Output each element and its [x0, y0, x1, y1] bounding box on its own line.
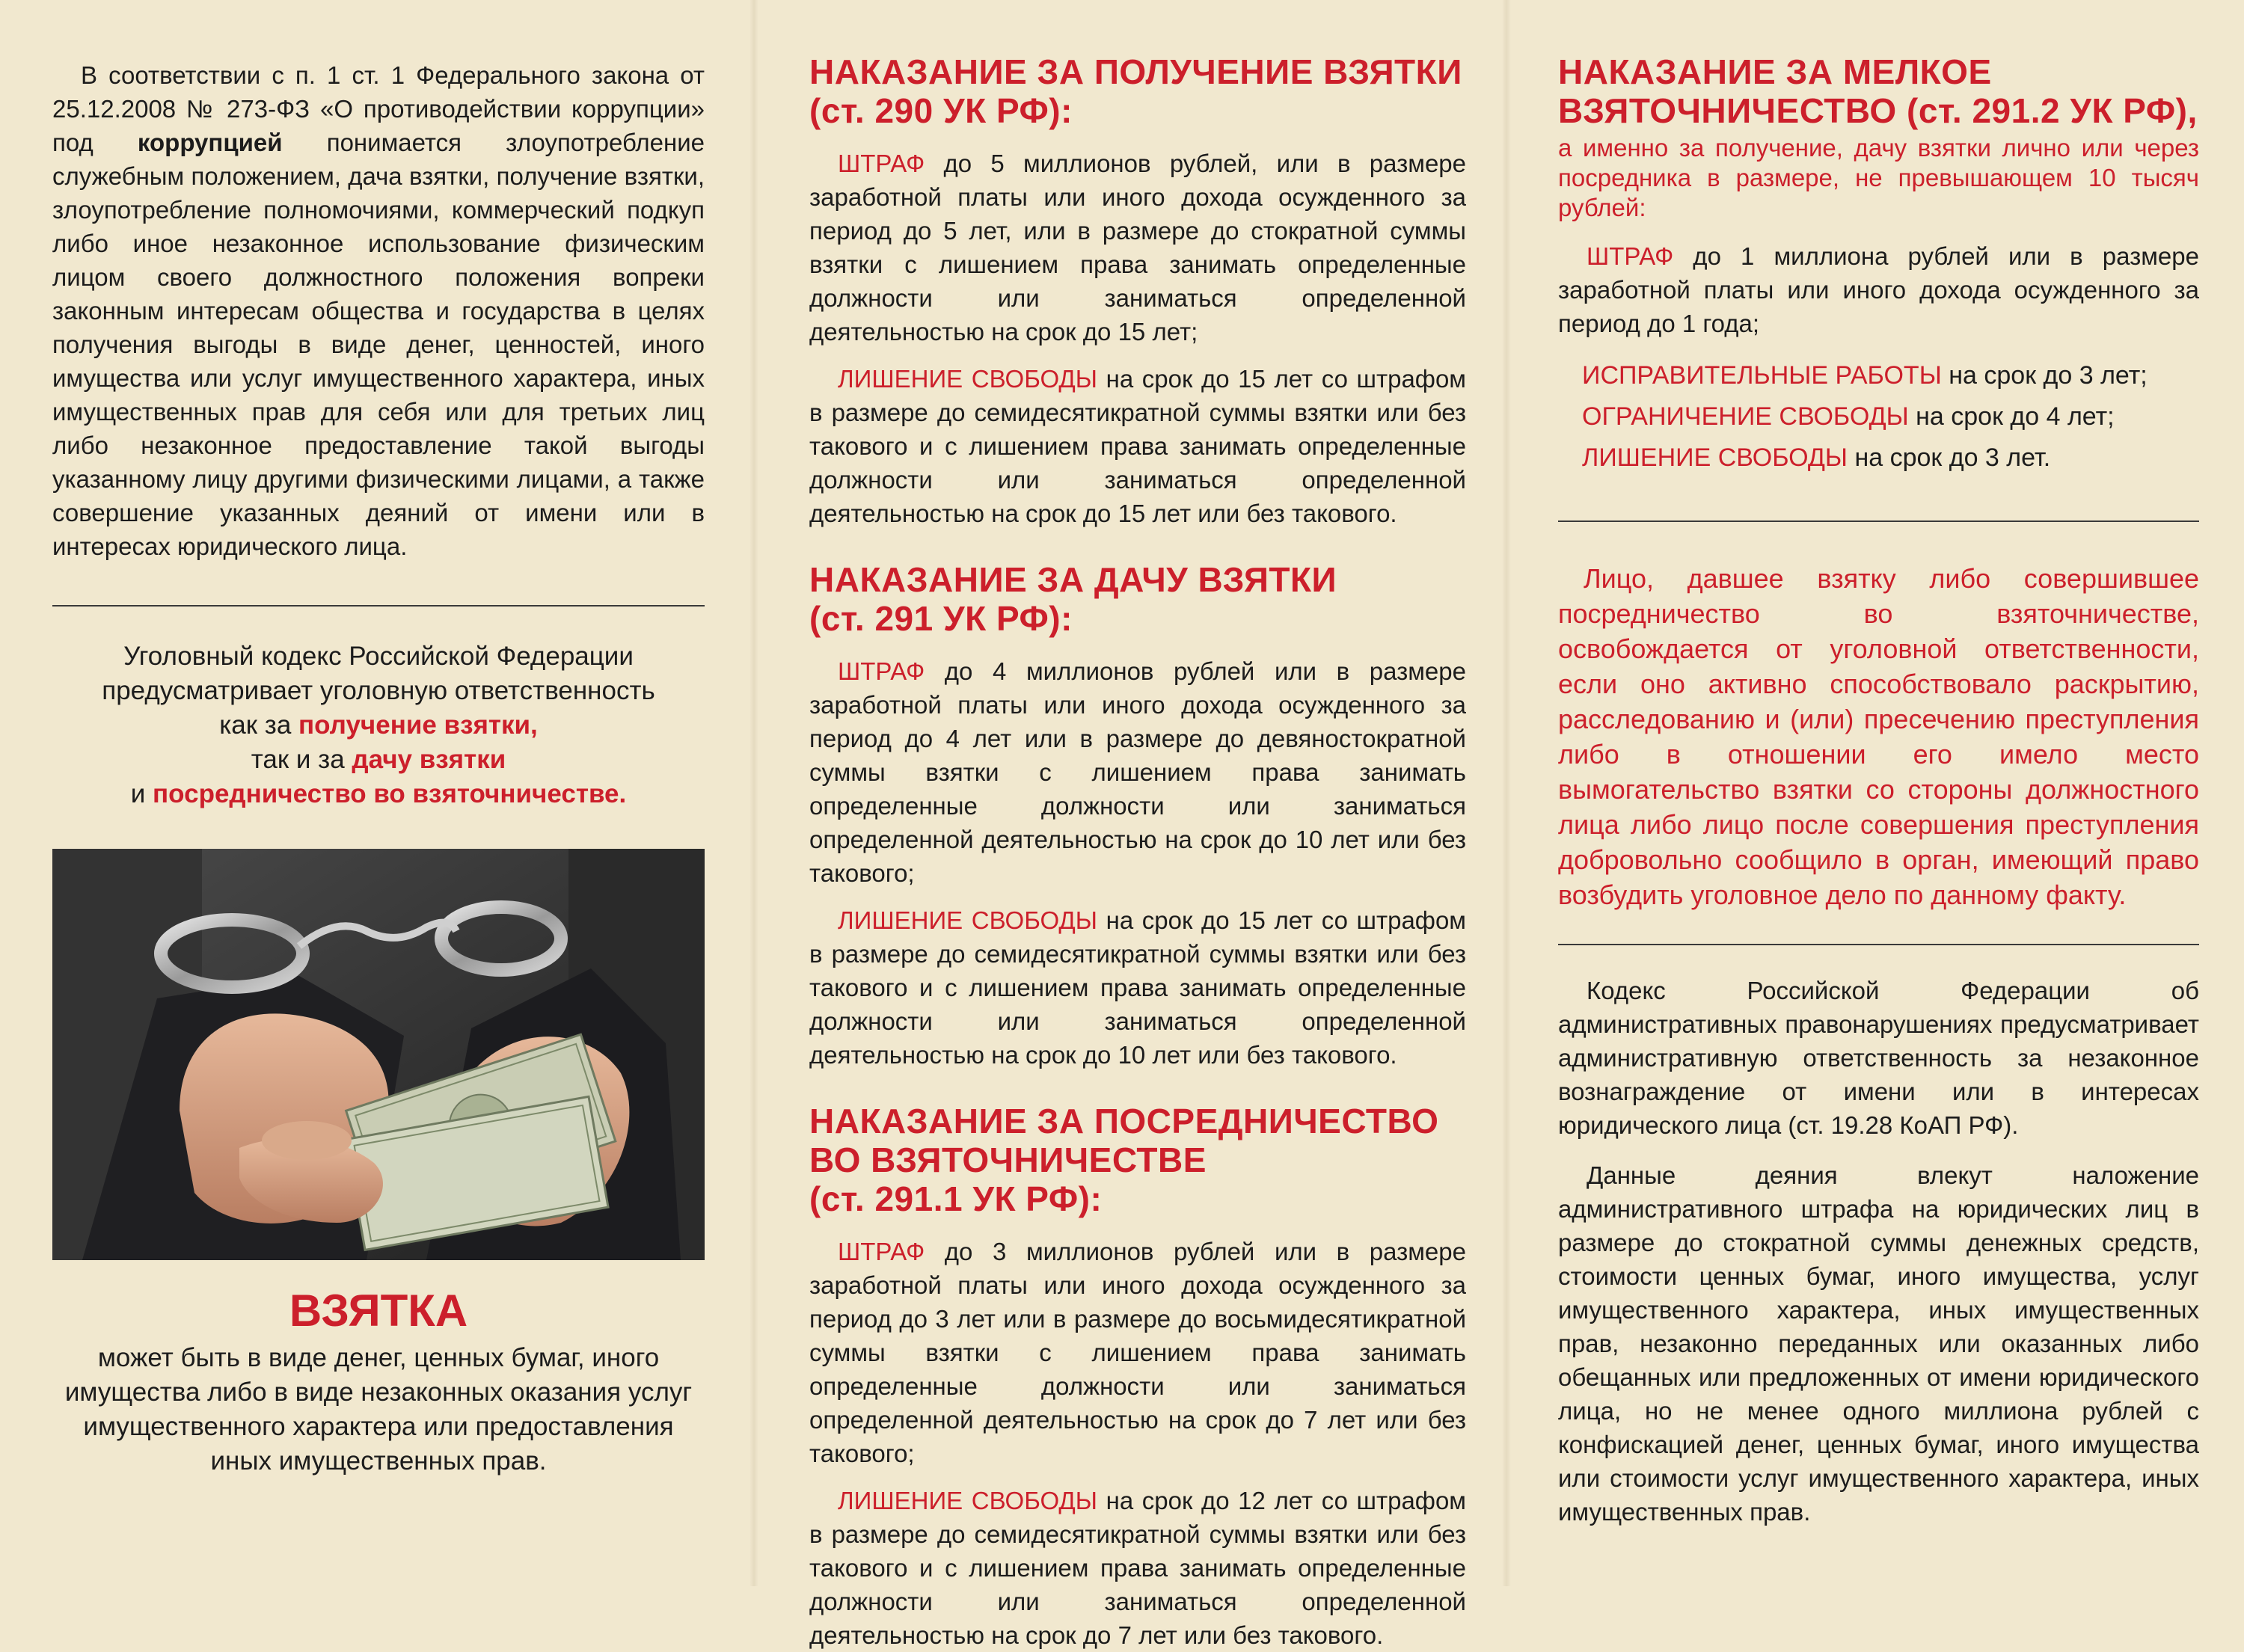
list-item: ОГРАНИЧЕНИЕ СВОБОДЫ на срок до 4 лет; [1582, 402, 2115, 431]
divider [1558, 521, 2199, 522]
section-heading: НАКАЗАНИЕ ЗА ПОСРЕДНИЧЕСТВО ВО ВЗЯТОЧНИЧЕСТВЕ (ст. 291.1 УК РФ): [809, 1102, 1439, 1218]
section-giving-bribe [809, 560, 1466, 1072]
divider [52, 605, 705, 607]
exemption-note: Лицо, давшее взятку либо совершившее посредничество во взяточничестве, освобождается от уголовной ответственности, если оно активно способствовало раскрытию, расследованию и (или) пресечению преступления либо в отношении его имело место вымогательство взятки со стороны должностного лица либо лицо после совершения преступления добровольно сообщило в орган, имеющий право возбудить уголовное дело по данному факту. [1558, 563, 2199, 910]
bribe-title: ВЗЯТКА [289, 1286, 468, 1336]
list-item: ЛИШЕНИЕ СВОБОДЫ на срок до 3 лет. [1582, 443, 2051, 472]
section-heading: НАКАЗАНИЕ ЗА ПОЛУЧЕНИЕ ВЗЯТКИ (ст. 290 УК РФ): [809, 52, 1462, 130]
section-mediation [809, 1102, 1466, 1652]
petty-bribery-definition: а именно за получение, дачу взятки лично или через посредника в размере, не превышающем 10 тысяч рублей: [1558, 134, 2199, 221]
penalty-imprisonment: ЛИШЕНИЕ СВОБОДЫ на срок до 15 лет со штрафом в размере до семидесятикратной суммы взятки или без такового и с лишением права занимать определенные должности или заниматься определенной деятельностью на срок до 10 лет или без такового. [809, 906, 1466, 1069]
panel-middle [755, 0, 1503, 1649]
penalty-fine: ШТРАФ до 4 миллионов рублей или в размере заработной платы или иного дохода осужденного за период до 4 лет или в размере до девяностократной суммы взятки с лишением права занимать определенные должности или заниматься определенной деятельностью на срок до 10 лет или без такового; [809, 657, 1466, 887]
corruption-term: коррупцией [137, 129, 283, 156]
emphasis-giving-bribe: дачу взятки [352, 745, 506, 774]
criminal-code-statement: Уголовный кодекс Российской Федерации предусматривает уголовную ответственность как за получение взятки, так и за дачу взятки и посредничество во взяточничестве. [102, 642, 655, 808]
penalty-keyword: ШТРАФ [1587, 242, 1674, 270]
panel-left [0, 0, 748, 1586]
penalty-imprisonment: ЛИШЕНИЕ СВОБОДЫ на срок до 15 лет со штрафом в размере до семидесятикратной суммы взятки или без такового и с лишением права занимать определенные должности или заниматься определенной деятельностью на срок до 15 лет или без такового. [809, 365, 1466, 527]
penalty-imprisonment: ЛИШЕНИЕ СВОБОДЫ на срок до 12 лет со штрафом в размере до семидесятикратной суммы взятки или без такового и с лишением права занимать определенные должности или заниматься определенной деятельностью на срок до 7 лет или без такового. [809, 1487, 1466, 1649]
section-heading: НАКАЗАНИЕ ЗА ДАЧУ ВЗЯТКИ (ст. 291 УК РФ): [809, 560, 1337, 638]
penalty-fine: ШТРАФ до 3 миллионов рублей или в размере заработной платы или иного дохода осужденного за период до 3 лет или в размере до восьмидесятикратной суммы взятки с лишением права занимать определенные должности или заниматься определенной деятельностью на срок до 7 лет или без такового; [809, 1238, 1466, 1467]
penalty-keyword: ШТРАФ [838, 657, 925, 685]
corruption-definition: В соответствии с п. 1 ст. 1 Федерального закона от 25.12.2008 № 273-ФЗ «О противодействии коррупции» под коррупцией понимается злоупотребление служебным положением, дача взятки, получение взятки, злоупотребление полномочиями, коммерческий подкуп либо иное незаконное использование физическим лицом своего должностного положения вопреки законным интересам общества и государства в целях получения выгоды в виде денег, ценностей, иного имущества или услуг имущественного характера, иных имущественных прав для себя или для третьих лиц либо незаконное предоставление такой выгоды указанному лицу другими физическими лицами, а также совершение указанных деяний от имени или в интересах юридического лица. [52, 61, 705, 560]
bribe-forms-text: может быть в виде денег, ценных бумаг, иного имущества либо в виде незаконных оказания услуг имущественного характера или предоставления иных имущественных прав. [64, 1343, 693, 1476]
list-item: ИСПРАВИТЕЛЬНЫЕ РАБОТЫ на срок до 3 лет; [1582, 361, 2148, 390]
section-heading-petty-bribery: НАКАЗАНИЕ ЗА МЕЛКОЕ ВЗЯТОЧНИЧЕСТВО (ст. 291.2 УК РФ), [1558, 52, 2198, 130]
panel-right [1507, 0, 2244, 1586]
penalty-keyword: ЛИШЕНИЕ СВОБОДЫ [838, 906, 1097, 934]
penalty-fine: ШТРАФ до 5 миллионов рублей, или в размере заработной платы или иного дохода осужденного за период до 5 лет, или в размере до стократной суммы взятки с лишением права занимать определенные должности или заниматься определенной деятельностью на срок до 15 лет; [809, 150, 1466, 346]
penalty-keyword: ЛИШЕНИЕ СВОБОДЫ [838, 365, 1097, 393]
handcuffed-hands-photo [52, 849, 705, 1260]
penalty-keyword: ШТРАФ [838, 1238, 925, 1265]
petty-penalty-list [1558, 355, 2199, 479]
penalty-keyword: ЛИШЕНИЕ СВОБОДЫ [838, 1487, 1097, 1514]
koap-fine-text: Данные деяния влекут наложение административного штрафа на юридических лиц в размере до стократной суммы денежных средств, стоимости ценных бумаг, иного имущества, услуг имущественного характера, иных имущественных прав, незаконно переданных или оказанных либо обещанных или предложенных от имени юридического лица, но не менее одного миллиона рублей с конфискацией денег, ценных бумаг, иного имущества или стоимости услуг имущественного характера, иных имущественных прав. [1558, 1161, 2199, 1526]
handcuffs-money-illustration [52, 849, 705, 1260]
divider [1558, 944, 2199, 945]
section-receiving-bribe [809, 52, 1466, 530]
emphasis-receiving-bribe: получение взятки, [298, 710, 538, 740]
penalty-keyword: ШТРАФ [838, 150, 925, 177]
emphasis-mediation: посредничество во взяточничестве. [153, 779, 627, 808]
penalty-fine: ШТРАФ до 1 миллиона рублей или в размере заработной платы или иного дохода осужденного за период до 1 года; [1558, 242, 2199, 337]
koap-liability-text: Кодекс Российской Федерации об административных правонарушениях предусматривает административную ответственность за незаконное вознаграждение от имени или в интересах юридического лица (ст. 19.28 КоАП РФ). [1558, 977, 2199, 1139]
